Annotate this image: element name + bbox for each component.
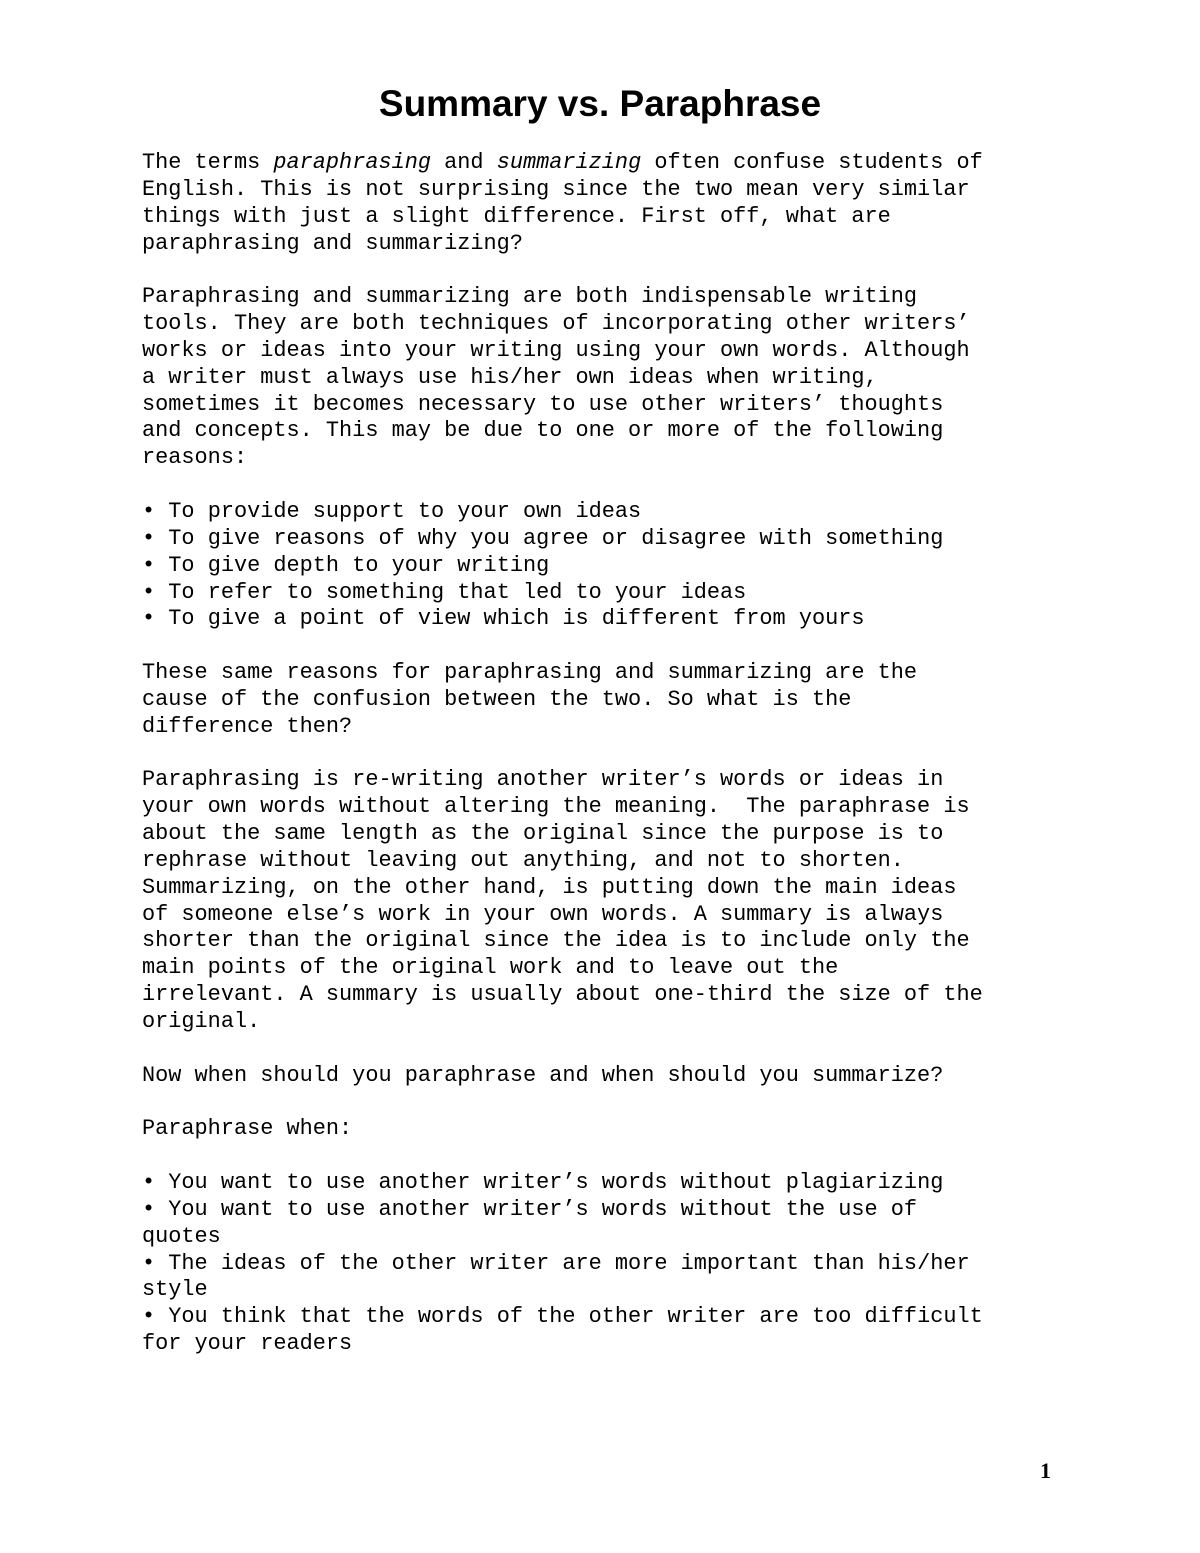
list-item-text: To give reasons of why you agree or disagree with something bbox=[168, 525, 944, 551]
paragraph-tools: Paraphrasing and summarizing are both indispensable writing tools. They are both techniques of incorporating other writers’ works or ideas into your writing using your own words. Although a writer must always use his/her own ideas when writing, sometimes it becomes necessary to use other writers’ thoughts and concepts. This may be due to one or more of the following reasons: bbox=[142, 284, 970, 471]
bullet-icon: • bbox=[142, 1170, 156, 1196]
bullet-icon: • bbox=[142, 1304, 156, 1330]
paragraph-confusion: These same reasons for paraphrasing and summarizing are the cause of the confusion between the two. So what is the difference then? bbox=[142, 660, 918, 739]
paraphrase-when-list bbox=[142, 1170, 1062, 1358]
paragraph-definitions: Paraphrasing is re-writing another writer’s words or ideas in your own words without altering the meaning. The paraphrase is about the same length as the original since the purpose is to rephrase without leaving out anything, and not to shorten. Summarizing, on the other hand, is putting down the main ideas of someone else’s work in your own words. A summary is always shorter than the original since the idea is to include only the main points of the original work and to leave out the irrelevant. A summary is usually about one-third the size of the original. bbox=[142, 767, 983, 1034]
bullet-icon: • bbox=[142, 579, 156, 605]
intro-text-2: and bbox=[431, 150, 497, 175]
list-item bbox=[142, 1251, 1062, 1305]
page-number: 1 bbox=[1040, 1458, 1051, 1483]
bullet-icon: • bbox=[142, 1196, 156, 1222]
list-item bbox=[142, 1197, 1062, 1251]
paragraph-question: Now when should you paraphrase and when should you summarize? bbox=[142, 1062, 944, 1088]
list-item bbox=[142, 606, 1062, 633]
bullet-icon: • bbox=[142, 1250, 156, 1276]
list-item bbox=[142, 499, 1062, 526]
list-item bbox=[142, 1304, 1062, 1358]
list-item bbox=[142, 580, 1062, 607]
list-item bbox=[142, 1170, 1062, 1197]
bullet-icon: • bbox=[142, 606, 156, 632]
term-summarizing: summarizing bbox=[496, 150, 642, 175]
list-item-text: You want to use another writer’s words without plagiarizing bbox=[168, 1170, 944, 1196]
list-item-text: To provide support to your own ideas bbox=[168, 498, 642, 524]
term-paraphrasing: paraphrasing bbox=[273, 150, 432, 175]
list-item bbox=[142, 553, 1062, 580]
intro-paragraph bbox=[142, 150, 1062, 257]
list-item-text: The ideas of the other writer are more important than his/her style bbox=[142, 1250, 970, 1303]
list-item-text: To refer to something that led to your ideas bbox=[168, 579, 747, 605]
list-item-text: To give a point of view which is different from yours bbox=[168, 606, 865, 632]
intro-text-3: often confuse students of English. This is not surprising since the two mean very similar things with just a slight difference. First off, what are paraphrasing and summarizing? bbox=[142, 150, 983, 256]
bullet-icon: • bbox=[142, 552, 156, 578]
bullet-icon: • bbox=[142, 525, 156, 551]
paraphrase-when-label: Paraphrase when: bbox=[142, 1116, 353, 1142]
list-item-text: You want to use another writer’s words without the use of quotes bbox=[142, 1196, 918, 1249]
list-item-text: You think that the words of the other writer are too difficult for your readers bbox=[142, 1304, 983, 1357]
bullet-icon: • bbox=[142, 498, 156, 524]
list-item-text: To give depth to your writing bbox=[168, 552, 550, 578]
document-title: Summary vs. Paraphrase bbox=[378, 83, 822, 124]
list-item bbox=[142, 526, 1062, 553]
document-body bbox=[142, 150, 1062, 1385]
reasons-list bbox=[142, 499, 1062, 633]
intro-text-1: The terms bbox=[142, 150, 274, 175]
